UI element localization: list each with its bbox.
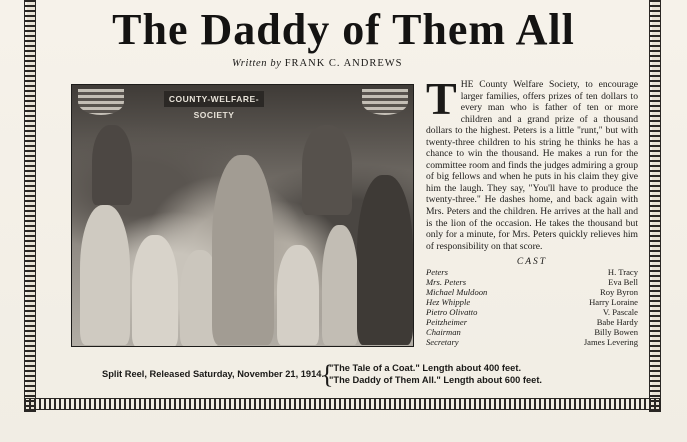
byline-prefix: Written by xyxy=(232,58,282,69)
reel-item: "The Daddy of Them All." Length about 600 feet. xyxy=(329,374,543,385)
cast-role: Peitzheimer xyxy=(426,316,468,327)
brace-glyph: { xyxy=(321,360,334,389)
cast-role: Hez Whipple xyxy=(426,296,471,307)
photo-figure xyxy=(357,175,413,345)
cast-role: Pietro Olivatto xyxy=(426,306,478,317)
cast-role: Secretary xyxy=(426,336,459,347)
drop-cap: T xyxy=(426,73,457,124)
photo-figure xyxy=(302,125,352,215)
reel-list xyxy=(329,363,542,386)
cast-actor: Babe Hardy xyxy=(596,316,638,327)
film-still-photo xyxy=(71,84,414,347)
photo-figure xyxy=(277,245,319,345)
photo-figure xyxy=(92,125,132,205)
cast-actor: Billy Bowen xyxy=(594,326,638,337)
cast-actor: H. Tracy xyxy=(607,267,638,277)
bottom-ornamental-border xyxy=(24,398,661,410)
reel-item: "The Tale of a Coat." Length about 400 feet. xyxy=(329,363,522,373)
photo-figure xyxy=(322,225,358,345)
story-text: HE County Welfare Society, to encourage larger families, offers prizes of ten dollars to every man who is father of ten or more children and a grand prize of a thousand dollars to the highest. Peters is a little "runt," but with twenty-three children to his string he thinks he has a chance to win the thousand. He makes a run for the committee room and finds the judges admiring a group of big fellows and when he puts in his claim they give him the laugh. They say, "You'll have to produce the twenty-three." He dashes home, and back again with Mrs. Peters and the children. He arrives at the hall and is the lion of the occasion. He takes the thousand but only for a minute, for Mrs. Peters quickly relieves him of responsibility on that score. xyxy=(426,79,638,252)
cast-actor: Roy Byron xyxy=(600,286,638,297)
cast-heading: CAST xyxy=(516,257,548,267)
left-ornamental-border xyxy=(24,0,36,412)
byline xyxy=(232,58,403,69)
bunting-decoration xyxy=(362,89,408,115)
photo-figure xyxy=(80,205,130,345)
right-ornamental-border xyxy=(649,0,661,412)
cast-actor: Eva Bell xyxy=(608,276,638,287)
byline-author: FRANK C. ANDREWS xyxy=(284,58,403,69)
photo-sign: COUNTY-WELFARE-SOCIETY xyxy=(164,91,264,107)
cast-role: Michael Muldoon xyxy=(426,286,488,297)
release-info: Split Reel, Released Saturday, November 21, 1914. xyxy=(102,369,325,379)
cast-role: Mrs. Peters xyxy=(426,276,467,287)
cast-actor: Harry Loraine xyxy=(589,296,638,307)
cast-actor: V. Pascale xyxy=(602,306,638,317)
cast-list xyxy=(426,268,638,348)
cast-row xyxy=(426,338,638,348)
cast-role: Peters xyxy=(426,267,448,277)
cast-role: Chairman xyxy=(426,326,461,337)
photo-figure xyxy=(132,235,178,347)
cast-actor: James Levering xyxy=(583,336,638,347)
story-synopsis xyxy=(426,73,638,252)
photo-figure xyxy=(212,155,274,345)
bunting-decoration xyxy=(78,89,124,115)
page-title: The Daddy of Them All xyxy=(112,5,575,54)
